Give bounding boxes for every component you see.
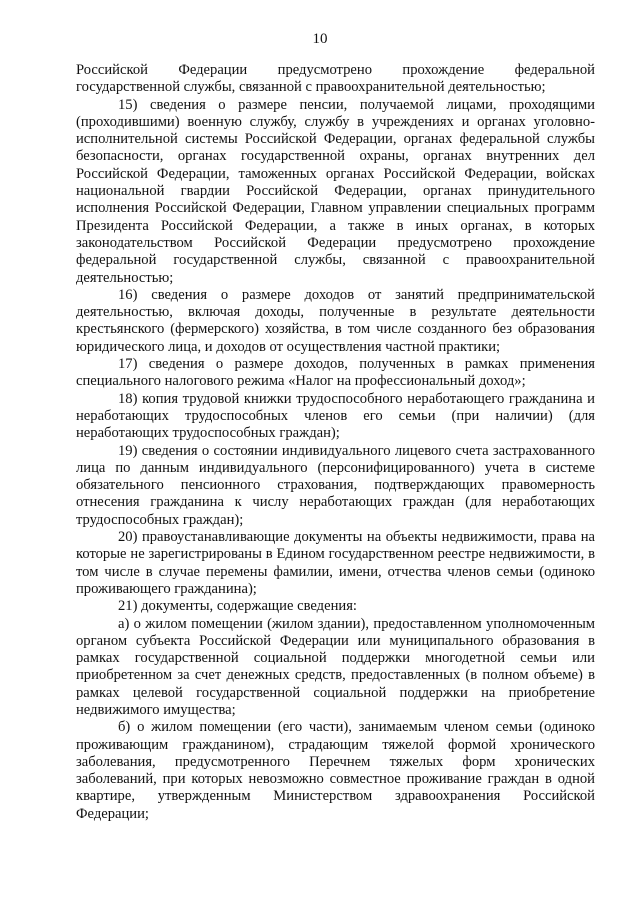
paragraph-item-17: 17) сведения о размере доходов, полученных в рамках применения специального налогового режима «Налог на профессиональный доход»; bbox=[76, 356, 595, 390]
paragraph-item-15: 15) сведения о размере пенсии, получаемой лицами, проходящими (проходившими) военную службу, службу в учреждениях и органах уголовно-исполнительной системы Российской Федерации, органах федеральной службы безопасности, органах государственной охраны, органах внутренних дел Российской Федерации, таможенных органах Российской Федерации, войсках национальной гвардии Российской Федерации, органах принудительного исполнения Российской Федерации, Главном управлении специальных программ Президента Российской Федерации, а также в иных органах, в которых законодательством Российской Федерации предусмотрено прохождение федеральной государственной службы, связанной с правоохранительной деятельностью; bbox=[76, 96, 595, 286]
paragraph-item-21: 21) документы, содержащие сведения: bbox=[118, 598, 357, 615]
paragraph-item-19: 19) сведения о состоянии индивидуального лицевого счета застрахованного лица по данным индивидуального (персонифицированного) учета в системе обязательного пенсионного страхования, подтверждающих правомерность отнесения гражданина к числу неработающих граждан (для неработающих трудоспособных граждан); bbox=[76, 442, 595, 528]
paragraph-item-18: 18) копия трудовой книжки трудоспособного неработающего гражданина и неработающих трудоспособных членов его семьи (при наличии) (для неработающих трудоспособных граждан); bbox=[76, 390, 595, 442]
paragraph-continuation: Российской Федерации предусмотрено прохождение федеральной государственной службы, связанной с правоохранительной деятельностью; bbox=[76, 62, 595, 96]
paragraph-item-21-b: б) о жилом помещении (его части), занимаемым членом семьи (одиноко проживающим гражданином), страдающим тяжелой формой хронического заболевания, предусмотренного Перечнем тяжелых форм хронических заболеваний, при которых невозможно совместное проживание граждан в одной квартире, утвержденным Министерством здравоохранения Российской Федерации; bbox=[76, 719, 595, 822]
paragraph-item-20: 20) правоустанавливающие документы на объекты недвижимости, права на которые не зарегистрированы в Едином государственном реестре недвижимости, в том числе в случае перемены фамилии, имени, отчества членов семьи (одиноко проживающего гражданина); bbox=[76, 529, 595, 597]
paragraph-item-21-a: а) о жилом помещении (жилом здании), предоставленном уполномоченным органом субъекта Российской Федерации или муниципального образования в рамках государственной социальной поддержки многодетной семьи или приобретенном за счет денежных средств, предоставленных (в полном объеме) в рамках целевой государственной социальной поддержки на приобретение недвижимого имущества; bbox=[76, 615, 595, 718]
paragraph-item-16: 16) сведения о размере доходов от занятий предпринимательской деятельностью, включая доходы, полученные в результате деятельности крестьянского (фермерского) хозяйства, в том числе созданного без образования юридического лица, и доходов от осуществления частной практики; bbox=[76, 286, 595, 355]
document-body bbox=[76, 62, 595, 823]
page-number: 10 bbox=[312, 31, 328, 47]
